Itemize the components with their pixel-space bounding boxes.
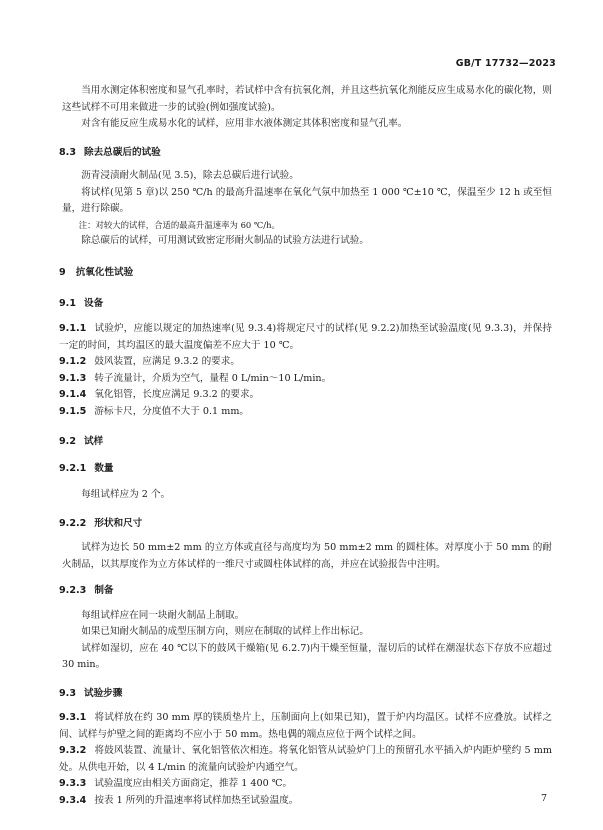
clause-9-3-3	[59, 776, 552, 793]
section-title: 设备	[84, 297, 104, 309]
standard-code: GB/T 17732—2023	[455, 58, 556, 69]
section-heading-9-1	[59, 296, 552, 313]
clause-9-3-4	[59, 793, 552, 810]
clause-text: 试验炉，应能以规定的加热速率(见 9.3.4)将规定尺寸的试样(见 9.2.2)加热至试验温度(见 9.3.3)，并保持一定的时间，其均温区的最大温度偏差不应大于 10 ℃。	[59, 323, 552, 351]
clause-9-1-3	[59, 371, 552, 388]
page-number: 7	[540, 793, 547, 804]
paragraph: 将试样(见第 5 章)以 250 ℃/h 的最高升温速率在氧化气氛中加热至 1 000 ℃±10 ℃，保温至少 12 h 或至恒量，进行除碳。	[62, 186, 552, 214]
clause-text: 鼓风装置，应满足 9.3.2 的要求。	[94, 356, 240, 367]
section-number: 9	[59, 267, 66, 278]
clause-number: 9.1.5	[59, 405, 87, 417]
section-title: 试验步骤	[84, 687, 123, 699]
paragraph: 沥青浸渍耐火制品(见 3.5)，除去总碳后进行试验。	[81, 170, 299, 181]
clause-text: 试验温度应由相关方面商定，推荐 1 400 ℃。	[94, 778, 293, 789]
section-title: 试样	[84, 436, 104, 447]
paragraph: 当用水测定体积密度和显气孔率时，若试样中含有抗氧化剂，并且这些抗氧化剂能反应生成易水化的碳化物，则这些试样不可用来做进一步的试验(例如强度试验)。	[62, 85, 552, 113]
section-heading-9-2-3	[59, 583, 552, 600]
clause-number: 9.3.1	[59, 712, 87, 723]
clause-number: 9.1.4	[59, 389, 87, 400]
section-number: 9.2.1	[59, 462, 87, 474]
section-heading-9-3	[59, 686, 552, 703]
section-title: 除去总碳后的试验	[84, 146, 161, 158]
section-number: 9.3	[59, 687, 76, 699]
section-number: 9.2.3	[59, 585, 87, 596]
section-title: 抗氧化性试验	[75, 267, 134, 278]
clause-number: 9.3.3	[59, 778, 87, 789]
section-heading-9-2	[59, 434, 552, 451]
paragraph: 对含有能反应生成易水化的试样，应用非水液体测定其体积密度和显气孔率。	[81, 118, 408, 129]
clause-text: 将试样放在约 30 mm 厚的镁质垫片上，压制面向上(如果已知)，置于炉内均温区。试样不应叠放。试样之间、试样与炉壁之间的距离均不应小于 50 mm。热电偶的端点应位于两个试样之间。	[59, 712, 552, 740]
clause-number: 9.1.1	[59, 323, 87, 334]
paragraph: 除总碳后的试样，可用测试致密定形耐火制品的试验方法进行试验。	[81, 234, 369, 246]
paragraph: 如果已知耐火制品的成型压制方向，则应在制取的试样上作出标记。	[81, 626, 369, 637]
section-number: 9.1	[59, 297, 76, 309]
clause-text: 按表 1 所列的升温速率将试样加热至试验温度。	[94, 794, 299, 806]
section-title: 数量	[94, 462, 114, 474]
section-title: 制备	[94, 585, 114, 596]
section-heading-8-3	[59, 145, 552, 162]
paragraph: 每组试样应在同一块耐火制品上制取。	[81, 609, 245, 621]
clause-text: 游标卡尺，分度值不大于 0.1 mm。	[94, 405, 250, 417]
clause-number: 9.1.3	[59, 372, 87, 384]
clause-9-1-1	[59, 321, 552, 354]
clause-9-3-2	[59, 743, 552, 776]
clause-text: 将鼓风装置、流量计、氧化铝管依次相连。将氧化铝管从试验炉门上的预留孔水平插入炉内距炉壁约 5 mm 处。从供电开始，以 4 L/min 的流量向试验炉内通空气。	[59, 745, 552, 773]
section-number: 9.2	[59, 436, 76, 447]
clause-9-1-4	[59, 387, 552, 404]
section-number: 9.2.2	[59, 517, 87, 529]
clause-number: 9.3.2	[59, 745, 87, 756]
clause-9-1-2	[59, 354, 552, 371]
paragraph: 试样如湿切，应在 40 ℃以下的鼓风干燥箱(见 6.2.7)内干燥至恒量，湿切后的试样在潮湿状态下存放不应超过 30 min。	[62, 642, 552, 670]
clause-9-3-1	[59, 710, 552, 743]
section-title: 形状和尺寸	[94, 517, 143, 529]
section-heading-9-2-1	[59, 461, 552, 478]
section-heading-9	[59, 265, 552, 282]
paragraph: 每组试样应为 2 个。	[81, 489, 171, 500]
page-content	[59, 83, 552, 809]
paragraph: 试样为边长 50 mm±2 mm 的立方体或直径与高度均为 50 mm±2 mm 的圆柱体。对厚度小于 50 mm 的耐火制品，以其厚度作为立方体试样的一维尺寸或圆柱体试样的高，并应在试验报告中注明。	[62, 542, 552, 570]
clause-9-1-5	[59, 404, 552, 421]
clause-number: 9.1.2	[59, 356, 87, 367]
clause-text: 转子流量计，介质为空气，量程 0 L/min～10 L/min。	[94, 372, 332, 384]
section-number: 8.3	[59, 146, 76, 158]
clause-text: 氧化铝管，长度应满足 9.3.2 的要求。	[94, 389, 260, 400]
note: 注：对较大的试样，合适的最高升温速率为 60 ℃/h。	[78, 219, 280, 230]
clause-number: 9.3.4	[59, 794, 87, 806]
section-heading-9-2-2	[59, 516, 552, 533]
